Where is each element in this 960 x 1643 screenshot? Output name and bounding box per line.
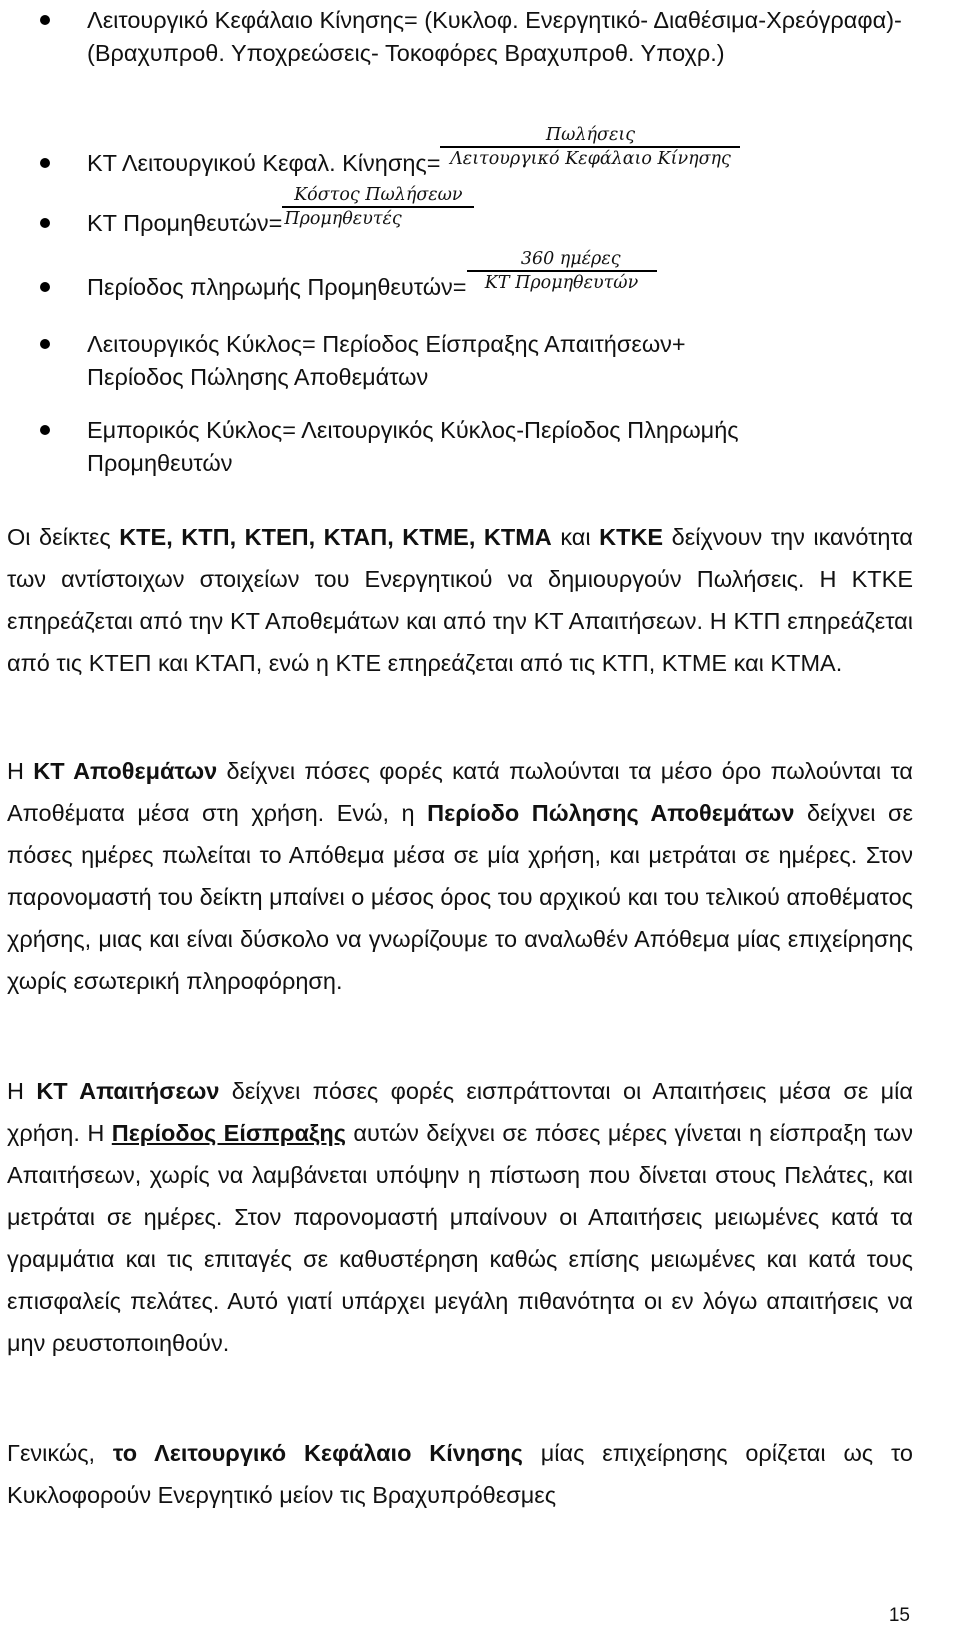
list-item-text: ΚΤ Λειτουργικού Κεφαλ. Κίνησης=	[87, 150, 441, 177]
list-item-text: Εμπορικός Κύκλος= Λειτουργικός Κύκλος-Περίοδος Πληρωμής Προμηθευτών	[87, 417, 739, 476]
text-run: δείχνει πόσες φορές κατά πωλούνται τα μέσο όρο πωλούνται τα Αποθέματα μέσα στη χρήση. Ενώ, η	[7, 758, 913, 826]
text-run: και	[551, 524, 600, 550]
bullet-dot	[40, 425, 50, 435]
fraction-denominator: Προμηθευτές	[284, 209, 402, 229]
bold-underlined-text: Περίοδος Είσπραξης	[111, 1120, 346, 1146]
bullet-dot	[40, 218, 50, 228]
fraction-numerator: 360 ημέρες	[520, 249, 621, 269]
list-item-text: Λειτουργικό Κεφάλαιο Κίνησης= (Κυκλοφ. Ενεργητικό- Διαθέσιμα-Χρεόγραφα)-(Βραχυπροθ. Υποχρεώσεις- Τοκοφόρες Βραχυπροθ. Υποχρ.)	[87, 7, 902, 66]
bold-text: ΚΤΚΕ	[599, 524, 664, 550]
text-run: μίας επιχείρησης ορίζεται ως το Κυκλοφορούν Ενεργητικό μείον τις Βραχυπρόθεσμες	[7, 1440, 913, 1508]
formula-fraction	[282, 184, 474, 230]
fraction-denominator: ΚΤ Προμηθευτών	[484, 273, 639, 293]
list-item-content	[87, 125, 937, 188]
text-run: Η	[7, 758, 34, 784]
list-item-text: Περίοδος πληρωμής Προμηθευτών=	[87, 274, 467, 301]
fraction-denominator: Λειτουργικό Κεφάλαιο Κίνησης	[450, 149, 731, 169]
formula-fraction	[467, 248, 657, 294]
bold-text: το Λειτουργικό Κεφάλαιο Κίνησης	[112, 1440, 523, 1466]
text-run: δείχνει πόσες φορές εισπράττονται οι Απαιτήσεις μέσα σε μία χρήση. Η	[7, 1078, 913, 1146]
list-item-text: Λειτουργικός Κύκλος= Περίοδος Είσπραξης Απαιτήσεων+ Περίοδος Πώλησης Αποθεμάτων	[87, 331, 686, 390]
bullet-dot	[40, 339, 50, 349]
paragraph-working-capital	[7, 1432, 913, 1516]
bold-text: ΚΤΕ, ΚΤΠ, ΚΤΕΠ, ΚΤΑΠ, ΚΤΜΕ, ΚΤΜΑ	[119, 524, 552, 550]
list-item-text: ΚΤ Προμηθευτών=	[87, 210, 283, 237]
text-run: δείχνει σε πόσες ημέρες πωλείται το Απόθεμα μέσα σε μία χρήση, και μετράται σε ημέρες. Στον παρονομαστή του δείκτη μπαίνει ο μέσος όρος του αρχικού και του τελικού αποθέματος χρήσης, μιας και είναι δύσκολο να γνωρίζουμε το αναλωθέν Απόθεμα μίας επιχείρησης χωρίς εσωτερική πληροφόρηση.	[7, 800, 914, 994]
paragraph-indices	[7, 516, 913, 684]
fraction-numerator: Κόστος Πωλήσεων	[294, 185, 463, 205]
bullet-dot	[40, 158, 50, 168]
fraction-numerator: Πωλήσεις	[545, 125, 636, 145]
text-run: Η	[7, 1078, 37, 1104]
page-number: 15	[888, 1605, 910, 1626]
bold-text: ΚΤ Αποθεμάτων	[33, 758, 218, 784]
paragraph-inventory	[7, 750, 913, 1002]
list-item-content	[87, 185, 937, 248]
text-run: αυτών δείχνει σε πόσες μέρες γίνεται η είσπραξη των Απαιτήσεων, χωρίς να λαμβάνεται υπόψην η πίστωση που δίνεται στους Πελάτες, και μετράται σε ημέρες. Στον παρονομαστή μπαίνουν οι Απαιτήσεις μειωμένες κατά τα γραμμάτια και τις επιταγές σε καθυστέρηση καθώς επίσης μειωμένες και κατά τους επισφαλείς πελάτες. Αυτό γιατί υπάρχει μεγάλη πιθανότητα οι εν λόγω απαιτήσεις να μην ρευστοποιηθούν.	[7, 1120, 913, 1356]
bullet-dot	[40, 15, 50, 25]
paragraph-receivables	[7, 1070, 913, 1364]
text-run: Γενικώς,	[7, 1440, 113, 1466]
list-item-content	[87, 249, 937, 312]
formula-fraction	[440, 124, 740, 170]
bold-text: Περίοδο Πώλησης Αποθεμάτων	[427, 800, 795, 826]
text-run: Οι δείκτες	[7, 524, 120, 550]
bullet-dot	[40, 282, 50, 292]
bold-text: ΚΤ Απαιτήσεων	[36, 1078, 220, 1104]
text-run: δείχνουν την ικανότητα των αντίστοιχων στοιχείων του Ενεργητικού να δημιουργούν Πωλήσεις. Η ΚΤΚΕ επηρεάζεται από την ΚΤ Αποθεμάτων και από την ΚΤ Απαιτήσεων. Η ΚΤΠ επηρεάζεται από τις ΚΤΕΠ και ΚΤΑΠ, ενώ η ΚΤΕ επηρεάζεται από τις ΚΤΠ, ΚΤΜΕ και ΚΤΜΑ.	[7, 524, 914, 676]
